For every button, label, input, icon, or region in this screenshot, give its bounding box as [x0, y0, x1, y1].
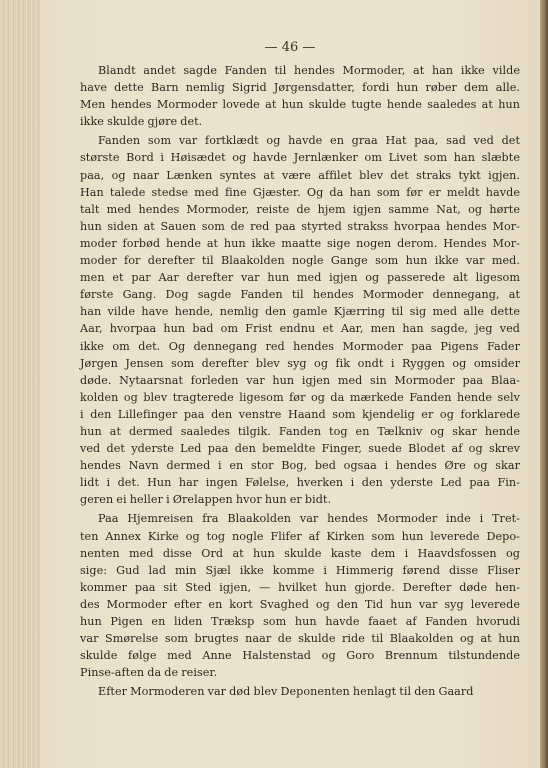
- paragraph: [80, 62, 520, 130]
- text-line: største Bord i Høisædet og havde Jernlænker om Livet som han slæbte: [80, 151, 520, 165]
- paragraph: [80, 683, 520, 700]
- text-line: ved det yderste Led paa den bemeldte Finger, suede Blodet af og skrev: [80, 442, 520, 456]
- text-line: døde. Nytaarsnat forleden var hun igjen med sin Mormoder paa Blaa-: [80, 373, 520, 387]
- text-line: Aar, hvorpaa hun bad om Frist endnu et Aar, men han sagde, jeg ved: [80, 322, 520, 336]
- text-line: Paa Hjemreisen fra Blaakolden var hendes Mormoder inde i Tret-: [98, 512, 520, 526]
- text-line: moder for derefter til Blaakolden nogle Gange som hun ikke var med.: [80, 254, 520, 268]
- paragraph: [80, 132, 520, 508]
- text-line: i den Lillefinger paa den venstre Haand som kjendelig er og forklarede: [80, 407, 520, 421]
- text-line: have dette Barn nemlig Sigrid Jørgensdatter, fordi hun røber dem alle.: [80, 81, 520, 95]
- text-line: Blandt andet sagde Fanden til hendes Mormoder, at han ikke vilde: [98, 64, 520, 77]
- page-number: — 46 —: [264, 40, 316, 55]
- text-line: Pinse-aften da de reiser.: [80, 666, 218, 680]
- text-line: ikke skulde gjøre det.: [80, 115, 203, 129]
- text-line: Jørgen Jensen som derefter blev syg og fik ondt i Ryggen og omsider: [80, 356, 520, 370]
- text-line: talt med hendes Mormoder, reiste de hjem igjen samme Nat, og hørte: [80, 202, 520, 216]
- text-line: hun siden at Sauen som de red paa styrted strakss hvorpaa hendes Mor-: [80, 219, 520, 233]
- book-binding-edge: [0, 0, 41, 768]
- text-line: Men hendes Mormoder lovede at hun skulde tugte hende saaledes at hun: [80, 98, 520, 112]
- text-line: ikke om det. Og dennegang red hendes Mormoder paa Pigens Fader: [80, 339, 520, 353]
- text-line: des Mormoder efter en kort Svaghed og den Tid hun var syg leverede: [80, 597, 520, 611]
- text-line: hun at dermed saaledes tilgik. Fanden tog en Tælkniv og skar hende: [80, 424, 520, 438]
- paragraph: [80, 510, 520, 681]
- text-line: hun Pigen en liden Træksp som hun havde faaet af Fanden hvorudi: [80, 615, 520, 628]
- text-line: Han talede stedse med fine Gjæster. Og da han som før er meldt havde: [80, 185, 520, 199]
- text-line: sige: Gud lad min Sjæl ikke komme i Himmerig førend disse Fliser: [80, 563, 520, 577]
- text-line: Fanden som var fortklædt og havde en graa Hat paa, sad ved det: [98, 134, 520, 148]
- text-line: ten Annex Kirke og tog nogle Flifer af Kirken som hun leverede Depo-: [80, 529, 520, 543]
- text-line: lidt i det. Hun har ingen Følelse, hverken i den yderste Led paa Fin-: [80, 476, 520, 490]
- text-line: men et par Aar derefter var hun med igjen og passerede alt ligesom: [80, 271, 520, 285]
- text-line: var Smørelse som brugtes naar de skulde ride til Blaakolden og at hun: [80, 632, 520, 646]
- text-line: han vilde have hende, nemlig den gamle Kjærring til sig med alle dette: [80, 305, 520, 319]
- text-line: kommer paa sit Sted igjen, — hvilket hun gjorde. Derefter døde hen-: [80, 580, 520, 594]
- page-edge-shadow: [540, 0, 548, 768]
- text-line: skulde følge med Anne Halstenstad og Goro Brennum tilstundende: [80, 649, 520, 663]
- text-line: geren ei heller i Ørelappen hvor hun er bidt.: [80, 493, 332, 507]
- text-line: Efter Mormoderen var død blev Deponenten henlagt til den Gaard: [98, 685, 474, 699]
- text-line: kolden og blev tragterede ligesom før og da mærkede Fanden hende selv: [80, 390, 520, 404]
- text-line: hendes Navn dermed i en stor Bog, bed ogsaa i hendes Øre og skar: [80, 459, 520, 473]
- body-text: [80, 62, 520, 700]
- text-line: nenten med disse Ord at hun skulde kaste dem i Haavdsfossen og: [80, 546, 520, 560]
- text-line: første Gang. Dog sagde Fanden til hendes Mormoder dennegang, at: [80, 288, 520, 302]
- text-line: moder forbød hende at hun ikke maatte sige nogen derom. Hendes Mor-: [80, 236, 520, 250]
- text-line: paa, og naar Lænken syntes at være affilet blev det straks tykt igjen.: [80, 168, 520, 182]
